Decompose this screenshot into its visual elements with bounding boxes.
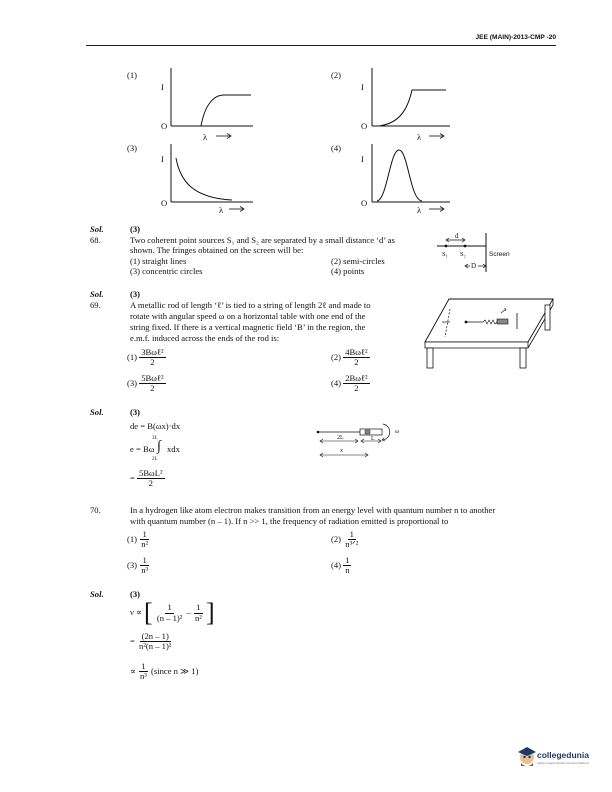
q70-sol-minus: –: [186, 606, 191, 617]
q70-number: 70.: [90, 505, 101, 515]
q68-text-line2: shown. The fringes obtained on the screen will be:: [130, 245, 304, 255]
q70-sol-f-num: 1: [141, 661, 146, 671]
page-header: JEE (MAIN)-2013-CMP -20: [475, 34, 556, 41]
q68-sol-answer: (3): [130, 289, 141, 299]
q69-option-1-label: (1): [127, 351, 138, 362]
graph-4-axis-o: O: [361, 198, 368, 208]
q70-sol-t2-num: 1: [196, 602, 201, 613]
q69-sol-line2-rhs: xdx: [167, 444, 180, 454]
q67-sol-answer: (3): [130, 224, 141, 234]
q67-sol-label: Sol.: [90, 224, 104, 234]
q68-option-3: (3) concentric circles: [130, 266, 203, 276]
q69-sol-fig-l: L: [371, 436, 375, 442]
graph-1-label: (1): [127, 70, 138, 80]
q70-sol-r-den: n²(n – 1)²: [139, 641, 172, 652]
graph-1-axis-lambda: λ: [203, 132, 208, 142]
q70-sol-prop: ∝: [130, 665, 136, 676]
graph-4-label: (4): [331, 143, 342, 153]
q70-text-line2: with quantum number (n – 1). If n >> 1, the frequency of radiation emitted is proportional to: [130, 516, 449, 526]
q68-option-1: (1) straight lines: [130, 256, 187, 266]
q69-sol-result-den: 2: [148, 478, 153, 489]
q69-text-line3: string fixed. If there is a vertical magnetic field ‘B’ in the region, the: [130, 322, 366, 332]
q68-option-2: (2) semi-circles: [331, 256, 385, 266]
graph-3-label: (3): [127, 143, 138, 153]
q70-option-3-den: n³: [141, 565, 149, 576]
q70-sol-bracket-left: [: [144, 598, 153, 627]
q70-option-4-den: n: [345, 565, 350, 576]
q70-option-1-num: 1: [142, 529, 147, 539]
q70-option-4-num: 1: [345, 555, 350, 565]
q69-sol-label: Sol.: [90, 407, 104, 417]
graph-3-axis-i: I: [161, 154, 164, 164]
q69-sol-result-eq: =: [130, 472, 135, 483]
q70-sol-label: Sol.: [90, 589, 104, 599]
graph-1-axis-i: I: [161, 82, 164, 92]
q70-sol-t1-den: (n – 1)²: [156, 612, 183, 623]
q70-option-3-label: (3): [127, 559, 138, 570]
graph-3-axis-o: O: [161, 198, 168, 208]
graph-2-label: (2): [331, 70, 342, 80]
q70-sol-f-den: n³: [139, 671, 147, 682]
q69-number: 69.: [90, 300, 101, 310]
graph-4-axis-lambda: λ: [417, 205, 422, 215]
q69-option-1-num: 3Bωℓ²: [141, 347, 164, 357]
q68-fig-screen: Screen: [489, 251, 510, 258]
footer-tagline: India's largest Student Review Platform: [537, 761, 590, 765]
q70-option-2-num: 1: [349, 529, 354, 539]
q69-sol-fig-x: x: [340, 448, 343, 454]
q68-sol-label: Sol.: [90, 289, 104, 299]
q70-option-2-label: (2): [331, 533, 342, 544]
q70-sol-r-num: (2n – 1): [141, 631, 169, 641]
q68-option-4: (4) points: [331, 266, 365, 276]
q69-option-4-label: (4): [331, 377, 342, 388]
q69-sol-fig-2l: 2L: [337, 435, 344, 441]
q68-text-line1: Two coherent point sources S₁ and S₂ are separated by a small distance ‘d’ as: [130, 235, 395, 245]
graph-2-axis-o: O: [361, 121, 368, 131]
q69-sol-integral-sign: ∫: [157, 439, 161, 454]
q68-fig-s2: S₂: [460, 251, 466, 258]
q70-sol-bracket-right: ]: [205, 598, 215, 627]
q70-sol-t1-num: 1: [167, 602, 172, 613]
q69-sol-result-num: 5BωL²: [139, 468, 163, 478]
q68-fig-d: d: [455, 232, 459, 240]
q68-fig-big-d: D: [471, 262, 477, 270]
q69-sol-line1: de = B(ωx)·dx: [130, 421, 181, 431]
q69-option-1-den: 2: [150, 357, 155, 368]
q69-option-3-num: 5Bωℓ²: [141, 373, 164, 383]
q70-option-1-label: (1): [127, 533, 138, 544]
q70-sol-eq: =: [130, 635, 135, 646]
q69-sol-line2-lhs: e = Bω: [130, 444, 155, 454]
q69-option-2-den: 2: [354, 357, 359, 368]
q70-sol-t2-den: n²: [194, 612, 202, 623]
q70-text-line1: In a hydrogen like atom electron makes transition from an energy level with quantum number n to another: [130, 505, 496, 515]
graph-4-axis-i: I: [361, 154, 364, 164]
q70-option-3-num: 1: [142, 555, 147, 565]
q69-text-line1: A metallic rod of length ‘ℓ’ is tied to a string of length 2ℓ and made to: [130, 300, 371, 310]
q69-option-4-num: 2Bωℓ²: [345, 373, 368, 383]
graph-3-axis-lambda: λ: [219, 205, 224, 215]
q70-option-2-den: n³ᐟ²: [345, 539, 359, 550]
q70-option-4-label: (4): [331, 559, 342, 570]
footer-brand[interactable]: collegedunia: [537, 750, 589, 760]
q68-number: 68.: [90, 235, 101, 245]
graph-2-axis-i: I: [361, 82, 364, 92]
q68-fig-s1: S₁: [442, 251, 448, 258]
q69-sol-int-upper: 3L: [152, 436, 158, 441]
q70-sol-note: (since n ≫ 1): [151, 665, 199, 676]
q69-text-line4: e.m.f. induced across the ends of the rod is:: [130, 333, 280, 343]
q69-option-2-label: (2): [331, 351, 342, 362]
graph-1-axis-o: O: [161, 121, 168, 131]
q69-option-2-num: 4Bωℓ²: [345, 347, 368, 357]
q69-sol-answer: (3): [130, 407, 141, 417]
q69-option-3-label: (3): [127, 377, 138, 388]
q69-sol-fig-omega: ω: [395, 429, 399, 435]
q70-sol-answer: (3): [130, 589, 141, 599]
q69-sol-int-lower: 2L: [152, 457, 158, 462]
graph-2-axis-lambda: λ: [417, 132, 422, 142]
q69-option-4-den: 2: [354, 383, 359, 394]
q69-option-3-den: 2: [150, 383, 155, 394]
q70-option-1-den: n²: [141, 539, 149, 550]
q69-text-line2: rotate with angular speed ω on a horizontal table with one end of the: [130, 311, 366, 321]
q70-sol-nu: ν ∝: [130, 606, 142, 617]
